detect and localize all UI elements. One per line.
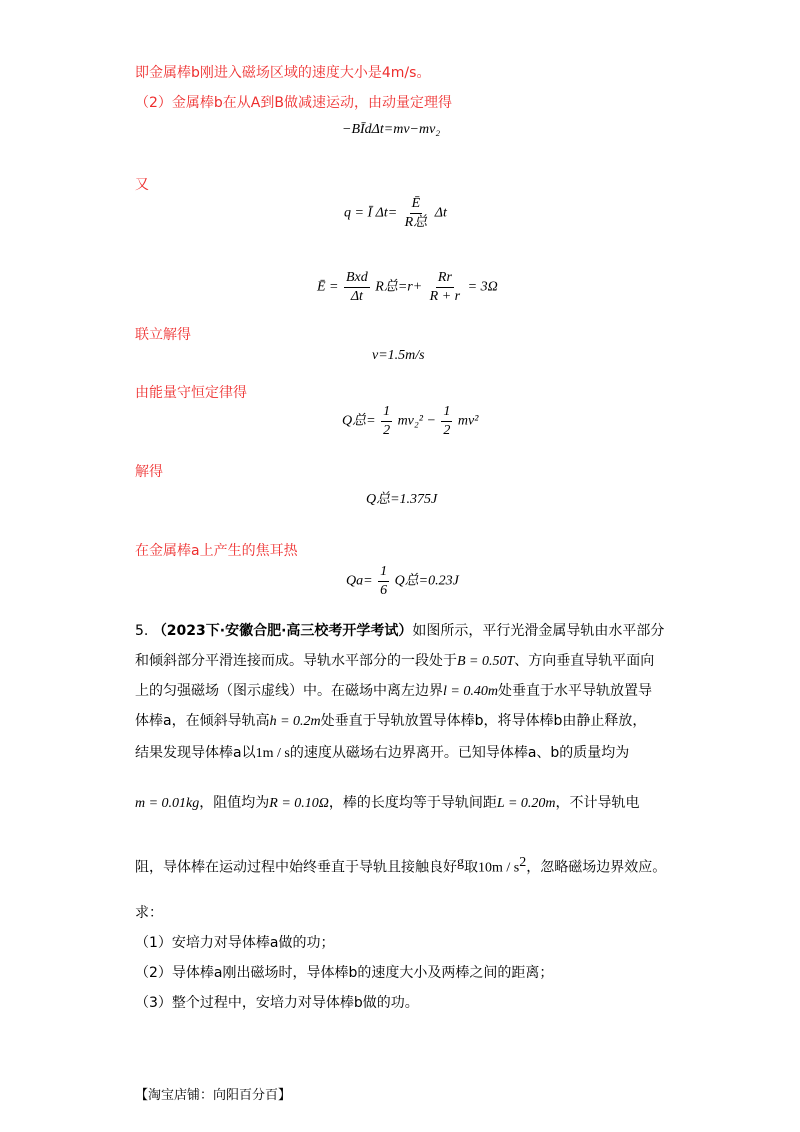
problem-number: 5. — [135, 623, 149, 639]
eq3-numerator-1: Bxd — [344, 270, 370, 288]
value-L: L = 0.20m — [496, 796, 556, 811]
eq5-denominator-2: 2 — [443, 423, 451, 438]
problem-line-7 — [135, 852, 666, 880]
eq3-denominator-1: Δt — [350, 289, 363, 304]
eq3-fraction-1 — [344, 270, 370, 305]
eq2-lhs: q = Ī Δt= — [344, 205, 398, 221]
problem-text-2: 和倾斜部分平滑连接而成。导轨水平部分的一段处于 — [135, 653, 457, 669]
problem-line-5 — [135, 742, 629, 765]
eq5-lhs: Q总= — [342, 413, 376, 429]
equation-total-heat: Q总=1.375J — [366, 492, 438, 507]
equation-energy — [342, 404, 478, 439]
problem-text-4: 体棒a，在倾斜导轨高 — [135, 713, 270, 729]
eq5-numerator-2: 1 — [441, 404, 452, 422]
problem-text-6b: ，棒的长度均等于导轨间距 — [328, 795, 497, 811]
eq3-fraction-2 — [428, 270, 462, 305]
equation-emf — [317, 270, 498, 305]
footer-shop: 【淘宝店铺：向阳百分百】 — [135, 1088, 292, 1103]
solution-line-1: 即金属棒b刚进入磁场区域的速度大小是4m/s。 — [135, 65, 431, 81]
solution-heat-on-a: 在金属棒a上产生的焦耳热 — [135, 543, 298, 559]
eq3-tail: = 3Ω — [467, 279, 498, 295]
eq5-denominator-1: 2 — [383, 423, 391, 438]
question-3: （3）整个过程中，安培力对导体棒b做的功。 — [135, 995, 419, 1011]
eq7-numerator: 1 — [378, 564, 389, 582]
problem-text-5: 结果发现导体棒a以 — [135, 745, 256, 761]
problem-text-4b: 处垂直于导轨放置导体棒b，将导体棒b由静止释放， — [320, 713, 647, 729]
question-2: （2）导体棒a刚出磁场时，导体棒b的速度大小及两棒之间的距离； — [135, 965, 554, 981]
eq5-mid: mv₂² − — [397, 413, 436, 429]
problem-line-3 — [135, 680, 652, 703]
problem-text-1: 如图所示，平行光滑金属导轨由水平部分 — [412, 623, 665, 639]
value-l: l = 0.40m — [443, 684, 498, 699]
value-m: m = 0.01kg — [135, 796, 200, 811]
value-v: 1m / s — [255, 746, 290, 761]
problem-text-6a: ，阻值均为 — [199, 795, 270, 811]
solution-energy-conservation: 由能量守恒定律得 — [135, 385, 247, 401]
value-h: h = 0.2m — [269, 714, 321, 729]
equation-momentum: −BĪdΔt=mv−mv₂ — [342, 122, 441, 137]
eq5-fraction-2 — [441, 404, 452, 439]
eq2-tail: Δt — [434, 205, 447, 221]
problem-qiu: 求： — [135, 905, 163, 921]
equation-velocity: v=1.5m/s — [372, 348, 425, 363]
problem-text-7b: ，忽略磁场边界效应。 — [526, 859, 667, 876]
eq5-fraction-1 — [381, 404, 392, 439]
eq3-numerator-2: Rr — [436, 270, 454, 288]
eq7-fraction — [378, 564, 389, 599]
equation-charge — [344, 196, 447, 231]
problem-source: （2023下·安徽合肥·高三校考开学考试） — [152, 623, 413, 639]
problem-line-2 — [135, 650, 654, 673]
eq7-lhs: Qa= — [346, 573, 373, 589]
eq5-numerator-1: 1 — [381, 404, 392, 422]
solution-line-2: （2）金属棒b在从A到B做减速运动，由动量定理得 — [135, 95, 452, 111]
value-B: B = 0.50T — [457, 654, 515, 669]
equation-heat-a — [346, 564, 459, 599]
problem-text-qu: 取 — [464, 859, 478, 876]
eq3-mid: R总=r+ — [375, 279, 423, 295]
problem-line-4 — [135, 710, 646, 733]
solution-jiede: 解得 — [135, 464, 163, 480]
eq3-lhs: Ē = — [317, 279, 339, 295]
eq7-tail: Q总=0.23J — [394, 573, 459, 589]
eq2-numerator: Ē — [410, 196, 423, 214]
eq2-fraction — [403, 196, 430, 231]
eq2-denominator: R总 — [404, 215, 428, 230]
problem-text-6c: ，不计导轨电 — [555, 795, 640, 811]
value-g-number: 10m / s — [478, 860, 520, 876]
problem-text-7a: 阻，导体棒在运动过程中始终垂直于导轨且接触良好 — [135, 859, 457, 876]
value-g-exponent: 2 — [519, 855, 527, 870]
value-g: g — [457, 855, 464, 870]
problem-line-1 — [135, 620, 664, 642]
question-1: （1）安培力对导体棒a做的功； — [135, 935, 335, 951]
problem-line-6 — [135, 792, 640, 815]
solution-lianli: 联立解得 — [135, 327, 191, 343]
problem-text-3: 上的匀强磁场（图示虚线）中。在磁场中离左边界 — [135, 683, 443, 699]
eq7-denominator: 6 — [380, 583, 388, 598]
solution-you: 又 — [135, 177, 149, 193]
problem-text-2b: 、方向垂直导轨平面向 — [514, 653, 655, 669]
problem-text-5b: 的速度从磁场右边界离开。已知导体棒a、b的质量均为 — [289, 745, 630, 761]
value-R: R = 0.10Ω — [269, 796, 329, 811]
eq3-denominator-2: R + r — [429, 289, 461, 304]
eq5-tail: mv² — [457, 413, 479, 429]
problem-text-3b: 处垂直于水平导轨放置导 — [497, 683, 652, 699]
